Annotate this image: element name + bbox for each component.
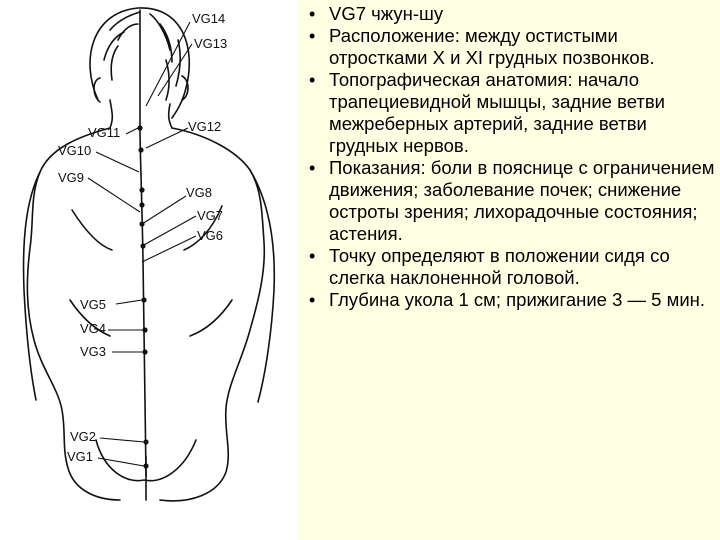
description-panel xyxy=(297,0,720,540)
bullet-item xyxy=(303,3,715,25)
bullet-item xyxy=(303,25,715,69)
bullet-text-location: Расположение: между остистыми отростками X и XI грудных позвонков. xyxy=(329,25,655,68)
label-vg8: VG8 xyxy=(186,185,213,200)
neck-right xyxy=(169,104,172,128)
label-vg10: VG10 xyxy=(58,143,92,158)
bullet-text-position: Точку определяют в положении сидя со слегка наклоненной головой. xyxy=(329,245,670,288)
leader-vg8 xyxy=(142,196,186,224)
label-vg5: VG5 xyxy=(80,297,107,312)
neck-left xyxy=(110,100,112,128)
bullet-marker: • xyxy=(309,246,316,266)
bullet-marker: • xyxy=(309,70,316,90)
label-vg3: VG3 xyxy=(80,344,107,359)
point-vg5 xyxy=(141,297,146,302)
point-vg4 xyxy=(142,327,147,332)
point-vg8 xyxy=(139,202,144,207)
bullet-marker: • xyxy=(309,290,316,310)
bullet-text-point-name: VG7 чжун-шу xyxy=(329,3,444,24)
point-vg10 xyxy=(138,147,143,152)
bullet-marker: • xyxy=(309,158,316,178)
leader-vg10 xyxy=(96,152,139,172)
bullet-item xyxy=(303,157,715,245)
bullet-item xyxy=(303,69,715,157)
bullet-text-anatomy: Топографическая анатомия: начало трапециевидной мышцы, задние ветви межреберных артерий, задние ветви грудных нервов. xyxy=(329,69,666,156)
leader-vg12 xyxy=(146,128,188,148)
point-vg2 xyxy=(143,439,148,444)
leader-vg2 xyxy=(100,438,144,442)
bullet-item xyxy=(303,289,715,311)
point-vg11 xyxy=(137,125,142,130)
label-vg2: VG2 xyxy=(70,429,97,444)
label-vg14: VG14 xyxy=(192,11,226,26)
label-vg7: VG7 xyxy=(197,208,224,223)
bullet-text-depth: Глубина укола 1 см; прижигание 3 — 5 мин. xyxy=(329,289,706,310)
bullet-text-indications: Показания: боли в пояснице с ограничением движения; заболевание почек; снижение остроты зрения; лихорадочные состояния; астения. xyxy=(329,157,715,244)
leader-vg5 xyxy=(116,300,142,304)
leader-vg11 xyxy=(126,128,138,134)
ears xyxy=(94,76,188,102)
bullet-item xyxy=(303,245,715,289)
bullet-list xyxy=(303,3,715,311)
point-vg1 xyxy=(143,463,148,468)
back-muscle-right xyxy=(190,300,232,336)
label-vg4: VG4 xyxy=(80,321,107,336)
label-vg1: VG1 xyxy=(67,449,94,464)
leader-vg7 xyxy=(142,216,196,246)
point-vg3 xyxy=(142,349,147,354)
label-vg6: VG6 xyxy=(197,228,224,243)
label-vg13: VG13 xyxy=(194,36,228,51)
bullet-marker: • xyxy=(309,4,316,24)
torso-right-outline xyxy=(160,128,264,501)
point-vg9 xyxy=(139,187,144,192)
hair-strands xyxy=(104,12,180,100)
label-vg11: VG11 xyxy=(88,125,121,140)
bullet-marker: • xyxy=(309,26,316,46)
arm-right xyxy=(250,170,274,402)
label-vg9: VG9 xyxy=(58,170,85,185)
spine-line xyxy=(140,10,146,476)
label-vg12: VG12 xyxy=(188,119,222,134)
acupuncture-back-figure xyxy=(0,0,297,540)
scapula-left xyxy=(72,210,112,250)
leader-vg9 xyxy=(88,178,140,212)
arm-left xyxy=(24,172,40,400)
leader-vg1 xyxy=(98,458,144,466)
back-body-drawing xyxy=(0,0,297,540)
